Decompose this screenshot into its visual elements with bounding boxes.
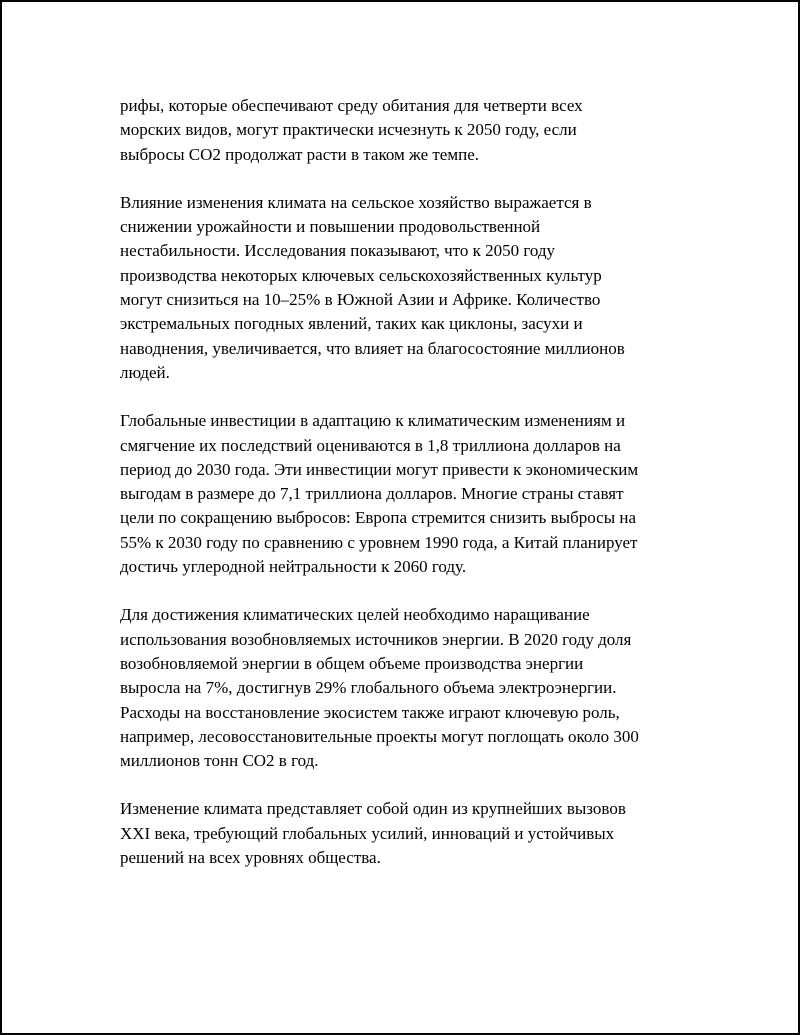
text-line: например, лесовосстановительные проекты могут поглощать около 300 [120, 726, 639, 746]
text-line: экстремальных погодных явлений, таких как циклоны, засухи и [120, 314, 583, 334]
document-body [120, 94, 720, 894]
text-line: использования возобновляемых источников энергии. В 2020 году доля [120, 629, 632, 649]
text-line: рифы, которые обеспечивают среду обитания для четверти всех [120, 96, 583, 115]
text-line: смягчение их последствий оцениваются в 1,8 триллиона долларов на [120, 435, 621, 455]
text-line: достичь углеродной нейтральности к 2060 году. [120, 557, 467, 577]
paragraph-coral-reefs [120, 94, 720, 167]
text-line: 55% к 2030 году по сравнению с уровнем 1990 года, а Китай планирует [120, 532, 638, 552]
paragraph-renewables [120, 603, 720, 773]
text-line: Влияние изменения климата на сельское хозяйство выражается в [120, 192, 592, 212]
text-line: Для достижения климатических целей необходимо наращивание [120, 605, 590, 625]
text-line: решений на всех уровнях общества. [120, 848, 381, 868]
text-line: наводнения, увеличивается, что влияет на благосостояние миллионов [120, 338, 625, 358]
text-line: производства некоторых ключевых сельскохозяйственных культур [120, 265, 602, 285]
text-line: выгодам в размере до 7,1 триллиона долларов. Многие страны ставят [120, 484, 624, 504]
text-line: выбросы CO2 продолжат расти в таком же темпе. [120, 144, 480, 164]
paragraph-agriculture [120, 191, 720, 385]
paragraph-investments [120, 409, 720, 579]
text-line: миллионов тонн CO2 в год. [120, 751, 319, 771]
text-line: период до 2030 года. Эти инвестиции могут привести к экономическим [120, 459, 639, 479]
text-line: снижении урожайности и повышении продовольственной [120, 217, 541, 237]
text-line: цели по сокращению выбросов: Европа стремится снизить выбросы на [120, 508, 637, 528]
text-line: Расходы на восстановление экосистем также играют ключевую роль, [120, 702, 620, 722]
text-line: нестабильности. Исследования показывают, что к 2050 году [120, 241, 556, 261]
text-line: возобновляемой энергии в общем объеме производства энергии [120, 653, 584, 673]
text-line: XXI века, требующий глобальных усилий, инноваций и устойчивых [120, 823, 615, 843]
text-line: выросла на 7%, достигнув 29% глобального объема электроэнергии. [120, 678, 617, 698]
text-line: Глобальные инвестиции в адаптацию к климатическим изменениям и [120, 411, 626, 431]
paragraph-conclusion [120, 797, 720, 870]
text-line: морских видов, могут практически исчезнуть к 2050 году, если [120, 120, 577, 140]
text-line: могут снизиться на 10–25% в Южной Азии и Африке. Количество [120, 290, 601, 310]
text-line: Изменение климата представляет собой один из крупнейших вызовов [120, 799, 626, 819]
text-line: людей. [120, 362, 170, 382]
